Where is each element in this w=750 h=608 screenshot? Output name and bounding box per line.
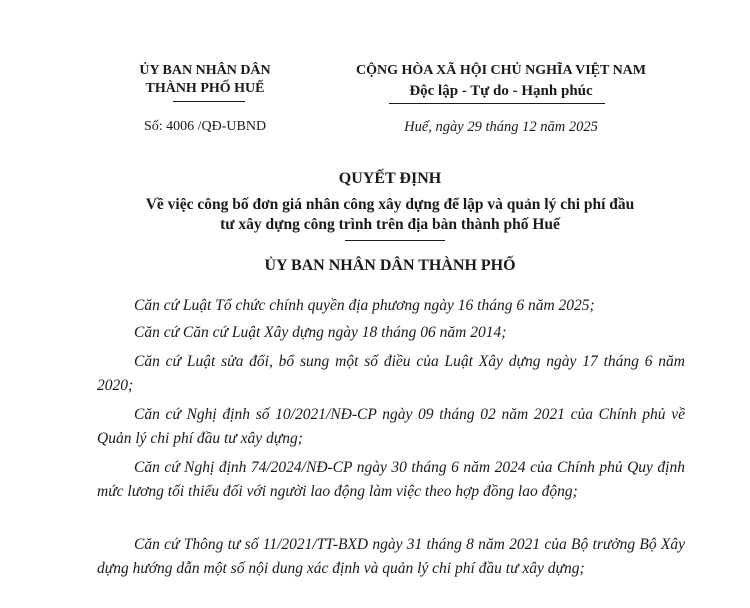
issuing-authority-line1: ỦY BAN NHÂN DÂN (139, 63, 271, 78)
motto-underline (389, 103, 605, 104)
legal-basis-item: Căn cứ Thông tư số 11/2021/TT-BXD ngày 31 tháng 8 năm 2021 của Bộ trưởng Bộ Xây dựng hướng dẫn một số nội dung xác định và quản lý chi phí đầu tư xây dựng; (97, 536, 685, 577)
authority-heading: ỦY BAN NHÂN DÂN THÀNH PHỐ (264, 257, 516, 274)
national-title: CỘNG HÒA XÃ HỘI CHỦ NGHĨA VIỆT NAM (355, 63, 646, 78)
legal-basis-item: Căn cứ Luật sửa đổi, bổ sung một số điều của Luật Xây dựng ngày 17 tháng 6 năm 2020; (97, 353, 685, 394)
place-and-date: Huế, ngày 29 tháng 12 năm 2025 (404, 119, 598, 135)
subject-underline (345, 240, 445, 241)
legal-basis-item: Căn cứ Nghị định 74/2024/NĐ-CP ngày 30 tháng 6 năm 2024 của Chính phủ Quy định mức lương tối thiểu đối với người lao động làm việc theo hợp đồng lao động; (97, 459, 685, 500)
legal-basis-item: Căn cứ Luật Tổ chức chính quyền địa phương ngày 16 tháng 6 năm 2025; (134, 297, 595, 314)
national-motto: Độc lập - Tự do - Hạnh phúc (409, 83, 593, 99)
issuing-authority-line2: THÀNH PHỐ HUẾ (145, 81, 265, 96)
document-number: Số: 4006 /QĐ-UBND (143, 119, 267, 134)
legal-basis-item: Căn cứ Căn cứ Luật Xây dựng ngày 18 tháng 06 năm 2014; (134, 324, 507, 341)
document-type-heading: QUYẾT ĐỊNH (338, 170, 442, 187)
legal-basis-item: Căn cứ Nghị định số 10/2021/NĐ-CP ngày 09 tháng 02 năm 2021 của Chính phủ về Quản lý chi phí đầu tư xây dựng; (97, 406, 685, 447)
subject-line-1: Về việc công bố đơn giá nhân công xây dựng để lập và quản lý chi phí đầu (145, 196, 635, 213)
authority-underline (173, 101, 245, 102)
subject-line-2: tư xây dựng công trình trên địa bàn thành phố Huế (220, 216, 560, 233)
